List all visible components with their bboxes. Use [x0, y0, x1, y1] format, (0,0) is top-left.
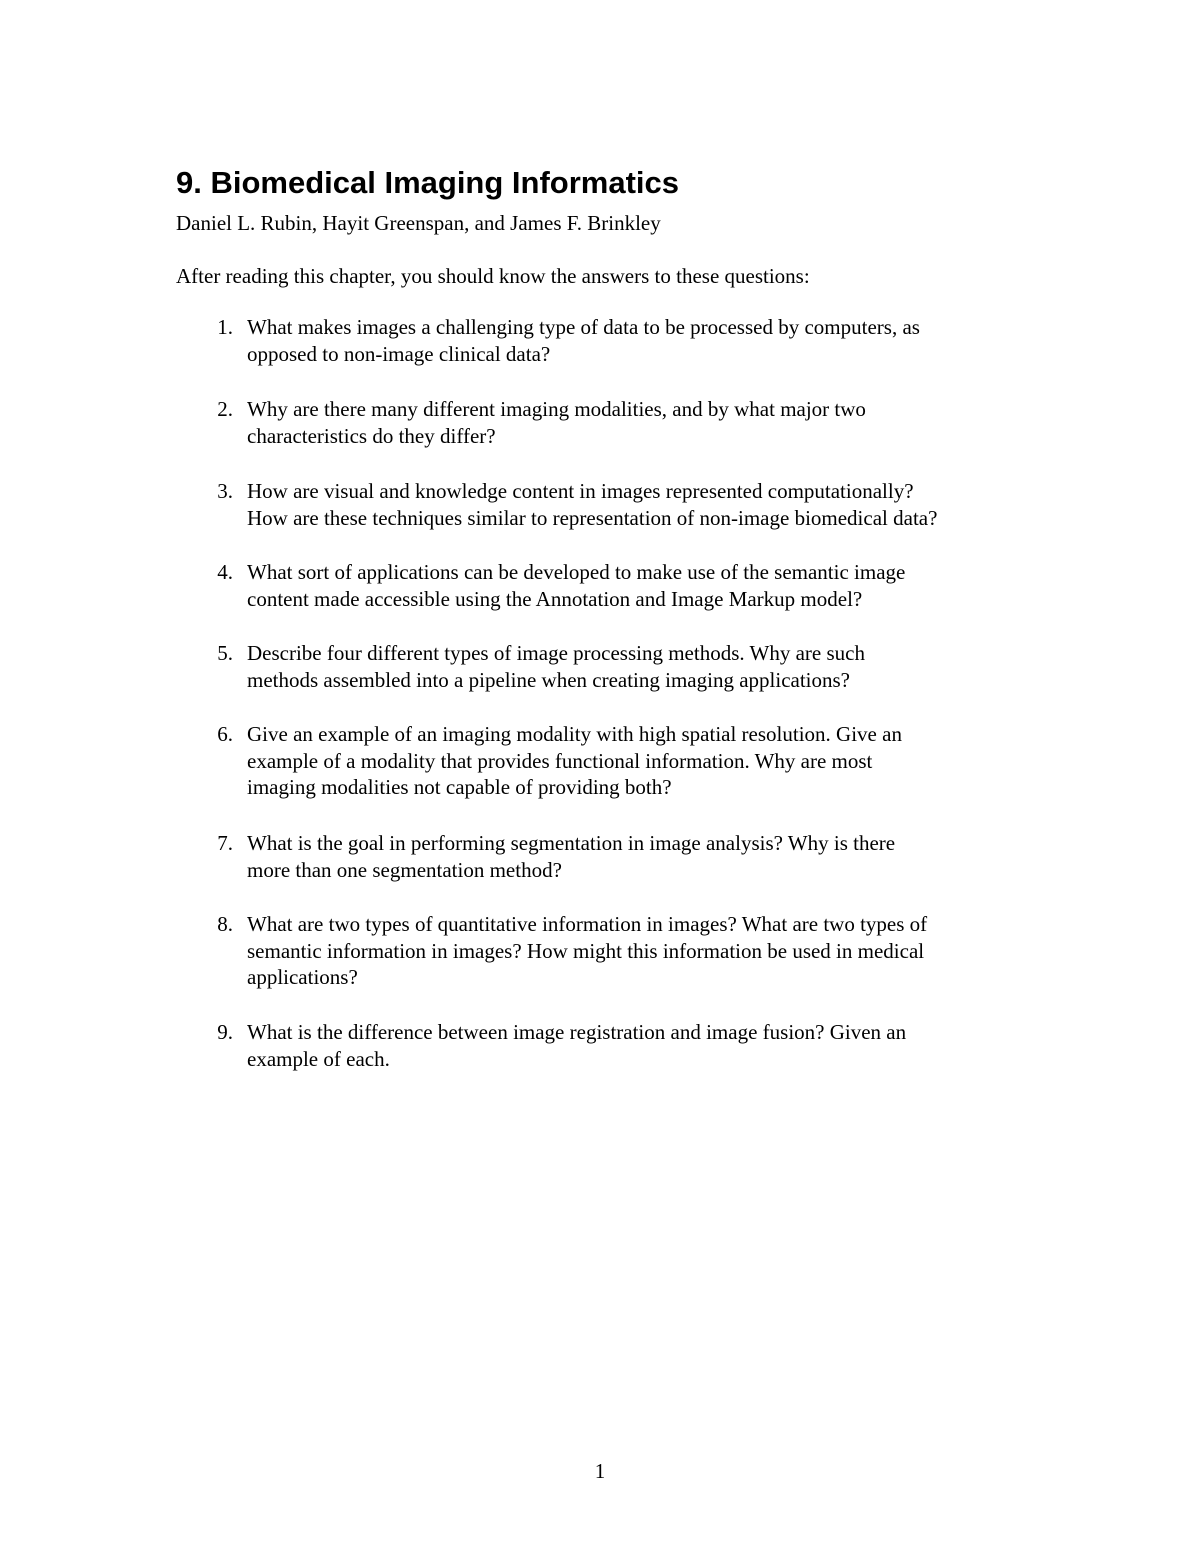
question-line: characteristics do they differ?: [247, 423, 496, 448]
question-text: [247, 559, 1047, 612]
question-line: applications?: [247, 965, 358, 989]
question-line: What is the difference between image registration and image fusion? Given an: [247, 1020, 907, 1044]
question-number: 5.: [217, 641, 233, 665]
question-line: What sort of applications can be developed to make use of the semantic image: [247, 560, 906, 584]
question-number: 6.: [217, 722, 233, 746]
question-text: [247, 830, 1047, 883]
question-line: Describe four different types of image processing methods. Why are such: [247, 641, 865, 665]
question-line: methods assembled into a pipeline when creating imaging applications?: [247, 667, 851, 692]
question-line: content made accessible using the Annotation and Image Markup model?: [247, 586, 863, 611]
question-line: Why are there many different imaging modalities, and by what major two: [247, 397, 866, 421]
question-line: example of a modality that provides functional information. Why are most: [247, 748, 873, 773]
intro-text: After reading this chapter, you should know the answers to these questions:: [176, 264, 810, 288]
question-text: [247, 1019, 1047, 1072]
question-line: example of each.: [247, 1046, 390, 1071]
question-number: 8.: [217, 912, 233, 936]
question-line: Give an example of an imaging modality with high spatial resolution. Give an: [247, 722, 902, 746]
question-text: [247, 314, 1047, 367]
question-text: [247, 478, 1047, 531]
chapter-title: 9. Biomedical Imaging Informatics: [176, 165, 680, 200]
question-line: How are these techniques similar to representation of non-image biomedical data?: [247, 505, 938, 530]
question-line: opposed to non-image clinical data?: [247, 341, 551, 366]
question-number: 2.: [217, 397, 233, 421]
question-line: What makes images a challenging type of data to be processed by computers, as: [247, 315, 920, 339]
question-line: more than one segmentation method?: [247, 857, 562, 882]
question-text: [247, 396, 1047, 449]
question-number: 4.: [217, 560, 233, 584]
question-text: [247, 911, 1047, 991]
question-number: 7.: [217, 831, 233, 855]
question-number: 9.: [217, 1020, 233, 1044]
question-line: What are two types of quantitative information in images? What are two types of: [247, 912, 928, 936]
question-line: imaging modalities not capable of providing both?: [247, 775, 672, 799]
question-number: 1.: [217, 315, 233, 339]
page-number: 1: [594, 1459, 606, 1483]
question-text: [247, 721, 1047, 801]
question-line: semantic information in images? How might this information be used in medical: [247, 938, 925, 963]
question-line: How are visual and knowledge content in images represented computationally?: [247, 479, 914, 503]
authors-line: Daniel L. Rubin, Hayit Greenspan, and James F. Brinkley: [176, 211, 661, 235]
question-text: [247, 640, 1047, 693]
question-number: 3.: [217, 479, 233, 503]
question-line: What is the goal in performing segmentation in image analysis? Why is there: [247, 831, 896, 855]
